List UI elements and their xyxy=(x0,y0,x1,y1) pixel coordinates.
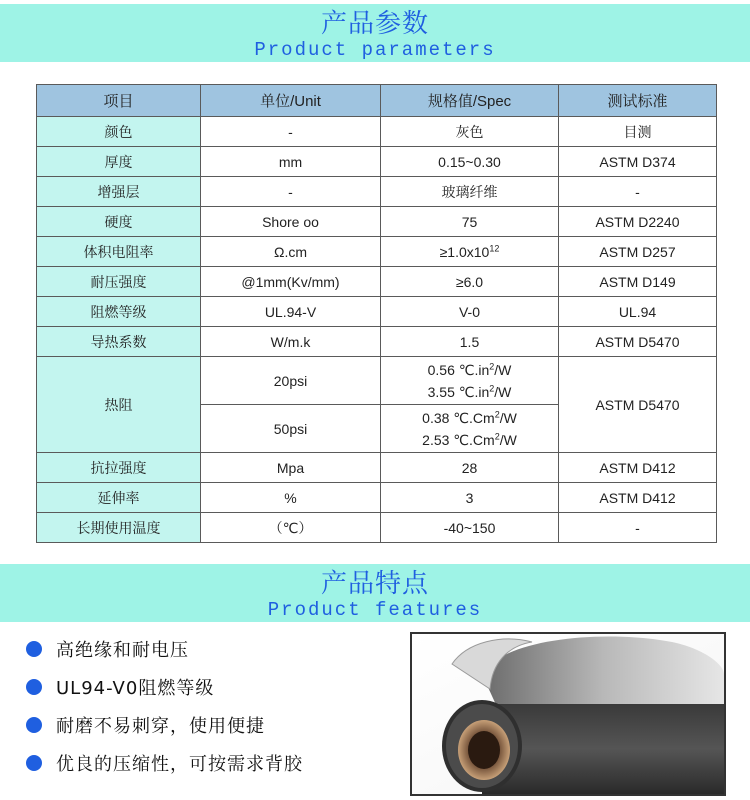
row-spec xyxy=(381,237,559,267)
row-spec: V-0 xyxy=(381,297,559,327)
params-title-en: Product parameters xyxy=(254,39,496,61)
header-unit: 单位/Unit xyxy=(201,85,381,117)
row-spec: 3 xyxy=(381,483,559,513)
row-spec: 玻璃纤维 xyxy=(381,177,559,207)
features-title-cn: 产品特点 xyxy=(320,569,429,599)
table-row xyxy=(37,147,717,177)
row-item: 耐压强度 xyxy=(37,267,201,297)
bullet-dot-icon xyxy=(26,679,42,695)
bullet-dot-icon xyxy=(26,717,42,733)
row-standard: ASTM D257 xyxy=(559,237,717,267)
feature-text: 优良的压缩性，可按需求背胶 xyxy=(56,754,303,775)
row-unit: 50psi xyxy=(201,405,381,453)
product-roll-image xyxy=(410,632,726,796)
row-item: 长期使用温度 xyxy=(37,513,201,543)
spec-line: 0.38 ℃.Cm$^2$/W xyxy=(422,408,517,426)
row-unit: @1mm(Kv/mm) xyxy=(201,267,381,297)
row-item: 热阻 xyxy=(37,357,201,453)
feature-text: UL94-V0阻燃等级 xyxy=(56,678,215,699)
row-standard: - xyxy=(559,513,717,543)
row-standard: ASTM D149 xyxy=(559,267,717,297)
row-standard: ASTM D5470 xyxy=(559,357,717,453)
params-banner xyxy=(0,4,750,62)
row-standard: ASTM D412 xyxy=(559,453,717,483)
film-roll-icon xyxy=(412,634,724,794)
header-standard: 测试标准 xyxy=(559,85,717,117)
row-unit: （℃） xyxy=(201,513,381,543)
table-row xyxy=(37,297,717,327)
header-item: 项目 xyxy=(37,85,201,117)
features-title-en: Product features xyxy=(267,599,483,621)
table-row xyxy=(37,177,717,207)
table-header-row xyxy=(37,85,717,117)
row-spec: 0.15~0.30 xyxy=(381,147,559,177)
row-spec: 1.5 xyxy=(381,327,559,357)
params-title-cn: 产品参数 xyxy=(320,9,429,39)
row-unit: Mpa xyxy=(201,453,381,483)
table-row xyxy=(37,513,717,543)
row-unit: Ω.cm xyxy=(201,237,381,267)
row-standard: - xyxy=(559,177,717,207)
row-spec: -40~150 xyxy=(381,513,559,543)
row-item: 导热系数 xyxy=(37,327,201,357)
row-unit: UL.94-V xyxy=(201,297,381,327)
header-spec: 规格值/Spec xyxy=(381,85,559,117)
row-spec xyxy=(381,405,559,453)
row-standard: ASTM D5470 xyxy=(559,327,717,357)
row-item: 抗拉强度 xyxy=(37,453,201,483)
bullet-dot-icon xyxy=(26,755,42,771)
row-spec: 灰色 xyxy=(381,117,559,147)
table-row-thermal xyxy=(37,357,717,405)
row-unit: - xyxy=(201,117,381,147)
feature-item xyxy=(22,706,392,744)
row-unit: Shore oo xyxy=(201,207,381,237)
table-row xyxy=(37,117,717,147)
row-unit: W/m.k xyxy=(201,327,381,357)
feature-list xyxy=(22,630,392,782)
row-item: 颜色 xyxy=(37,117,201,147)
feature-text: 高绝缘和耐电压 xyxy=(56,640,189,661)
row-standard: ASTM D2240 xyxy=(559,207,717,237)
feature-text: 耐磨不易刺穿，使用便捷 xyxy=(56,716,265,737)
row-spec: ≥6.0 xyxy=(381,267,559,297)
table-row xyxy=(37,453,717,483)
feature-item xyxy=(22,630,392,668)
spec-exponent: 12 xyxy=(489,242,500,253)
spec-line: 0.56 $℃.in^2/W$ xyxy=(427,360,512,378)
row-spec: 75 xyxy=(381,207,559,237)
row-item: 硬度 xyxy=(37,207,201,237)
row-item: 厚度 xyxy=(37,147,201,177)
table-row xyxy=(37,207,717,237)
row-unit: - xyxy=(201,177,381,207)
spec-line: 3.55 $℃.in^2/W$ xyxy=(427,382,512,400)
row-unit: mm xyxy=(201,147,381,177)
row-item: 体积电阻率 xyxy=(37,237,201,267)
row-item: 阻燃等级 xyxy=(37,297,201,327)
row-standard: ASTM D374 xyxy=(559,147,717,177)
row-unit: % xyxy=(201,483,381,513)
row-spec: 28 xyxy=(381,453,559,483)
features-banner xyxy=(0,564,750,622)
spec-table xyxy=(36,84,717,543)
row-item: 增强层 xyxy=(37,177,201,207)
bullet-dot-icon xyxy=(26,641,42,657)
row-standard: ASTM D412 xyxy=(559,483,717,513)
row-spec xyxy=(381,357,559,405)
table-row xyxy=(37,327,717,357)
table-row xyxy=(37,267,717,297)
feature-item xyxy=(22,668,392,706)
row-standard: UL.94 xyxy=(559,297,717,327)
table-row xyxy=(37,237,717,267)
table-row xyxy=(37,483,717,513)
feature-item xyxy=(22,744,392,782)
spec-base: ≥1.0x10 xyxy=(439,243,490,260)
row-unit: 20psi xyxy=(201,357,381,405)
spec-line: 2.53 ℃.Cm$^2$/W xyxy=(422,430,517,448)
row-standard: 目测 xyxy=(559,117,717,147)
row-item: 延伸率 xyxy=(37,483,201,513)
